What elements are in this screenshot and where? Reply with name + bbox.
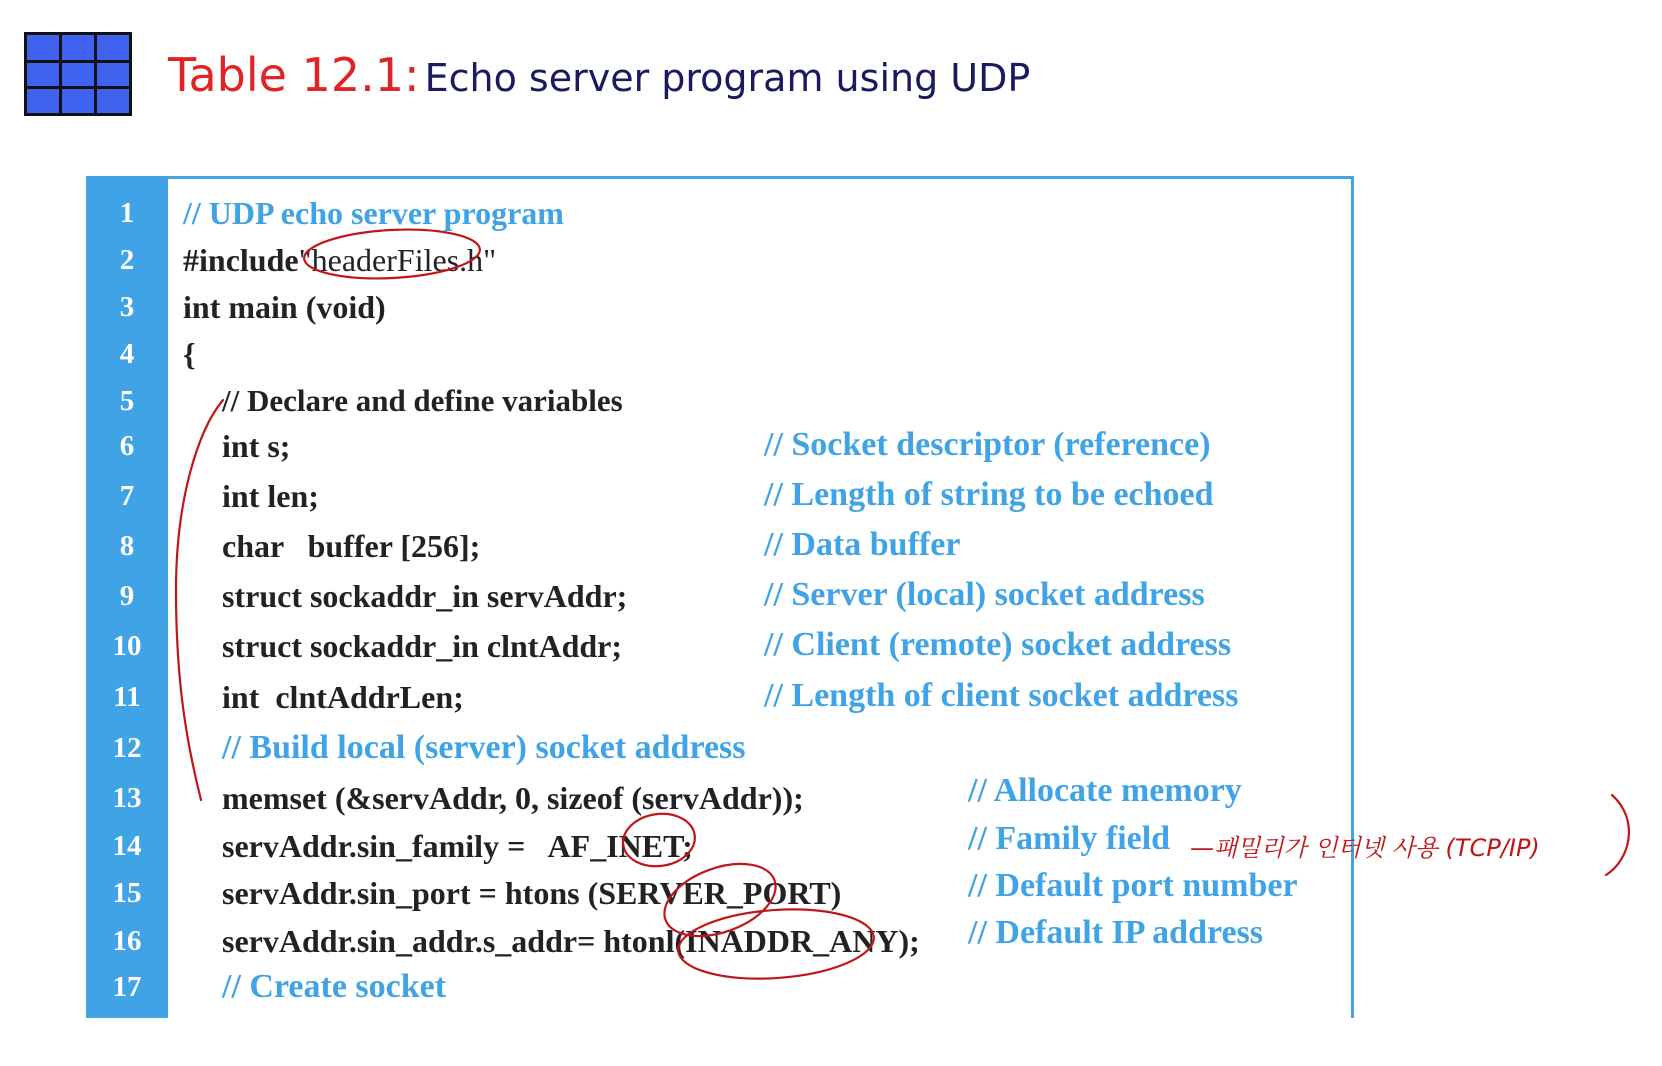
code-comment: // Default IP address <box>968 914 1264 951</box>
ink-circle <box>620 809 699 871</box>
line-number: 5 <box>119 385 135 417</box>
code-line: // Build local (server) socket address <box>222 729 746 766</box>
line-number: 8 <box>119 530 135 562</box>
code-comment: // Allocate memory <box>968 772 1242 809</box>
code-comment: // Default port number <box>968 867 1298 904</box>
code-line: // UDP echo server program <box>183 195 564 231</box>
code-line: memset (&servAddr, 0, sizeof (servAddr)); <box>222 780 804 816</box>
code-line: int s; <box>222 428 291 464</box>
code-comment: // Socket descriptor (reference) <box>764 426 1211 463</box>
ink-bracket <box>176 400 223 800</box>
line-number: 4 <box>119 338 135 370</box>
line-number: 15 <box>112 877 142 909</box>
code-comment: // Client (remote) socket address <box>764 626 1232 663</box>
code-line: { <box>183 336 196 372</box>
code-line: // Declare and define variables <box>222 383 623 418</box>
code-line: int clntAddrLen; <box>222 679 464 715</box>
code-line: servAddr.sin_port = htons (SERVER_PORT) <box>222 875 842 911</box>
code-line: struct sockaddr_in servAddr; <box>222 578 628 614</box>
code-line: // Create socket <box>222 968 447 1005</box>
line-number: 10 <box>112 630 142 662</box>
ink-circle <box>655 850 786 950</box>
code-line: servAddr.sin_addr.s_addr= htonl(INADDR_ANY); <box>222 923 920 959</box>
line-number: 6 <box>119 430 135 462</box>
code-line: struct sockaddr_in clntAddr; <box>222 628 623 664</box>
ink-paren <box>1606 795 1629 875</box>
table-caption: Echo server program using UDP <box>424 56 1031 100</box>
ink-circle <box>303 225 481 282</box>
code-line: int len; <box>222 478 319 514</box>
line-number: 3 <box>119 291 135 323</box>
line-number: 14 <box>112 830 142 862</box>
line-number: 12 <box>112 732 142 764</box>
code-comment: // Family field <box>968 820 1171 857</box>
code-line: char buffer [256]; <box>222 528 481 564</box>
line-number: 16 <box>112 925 142 957</box>
code-comment: // Length of string to be echoed <box>764 476 1214 513</box>
line-number: 7 <box>119 480 135 512</box>
code-comment: // Data buffer <box>764 526 961 563</box>
include-filename: "headerFiles.h" <box>298 242 497 278</box>
include-directive: #include <box>183 242 299 278</box>
line-number: 9 <box>119 580 135 612</box>
table-number: Table 12.1: <box>168 48 420 102</box>
code-line: servAddr.sin_family = AF_INET; <box>222 828 693 864</box>
code-line: int main (void) <box>183 289 386 325</box>
ink-circle <box>676 903 876 985</box>
line-number: 17 <box>112 971 142 1003</box>
line-number: 1 <box>119 197 135 229</box>
line-number: 13 <box>112 782 142 814</box>
handwritten-note: —패밀리가 인터넷 사용 (TCP/IP) <box>1190 834 1540 862</box>
code-comment: // Server (local) socket address <box>764 576 1205 613</box>
line-number: 2 <box>119 244 135 276</box>
line-number: 11 <box>113 681 141 713</box>
code-comment: // Length of client socket address <box>764 677 1239 714</box>
